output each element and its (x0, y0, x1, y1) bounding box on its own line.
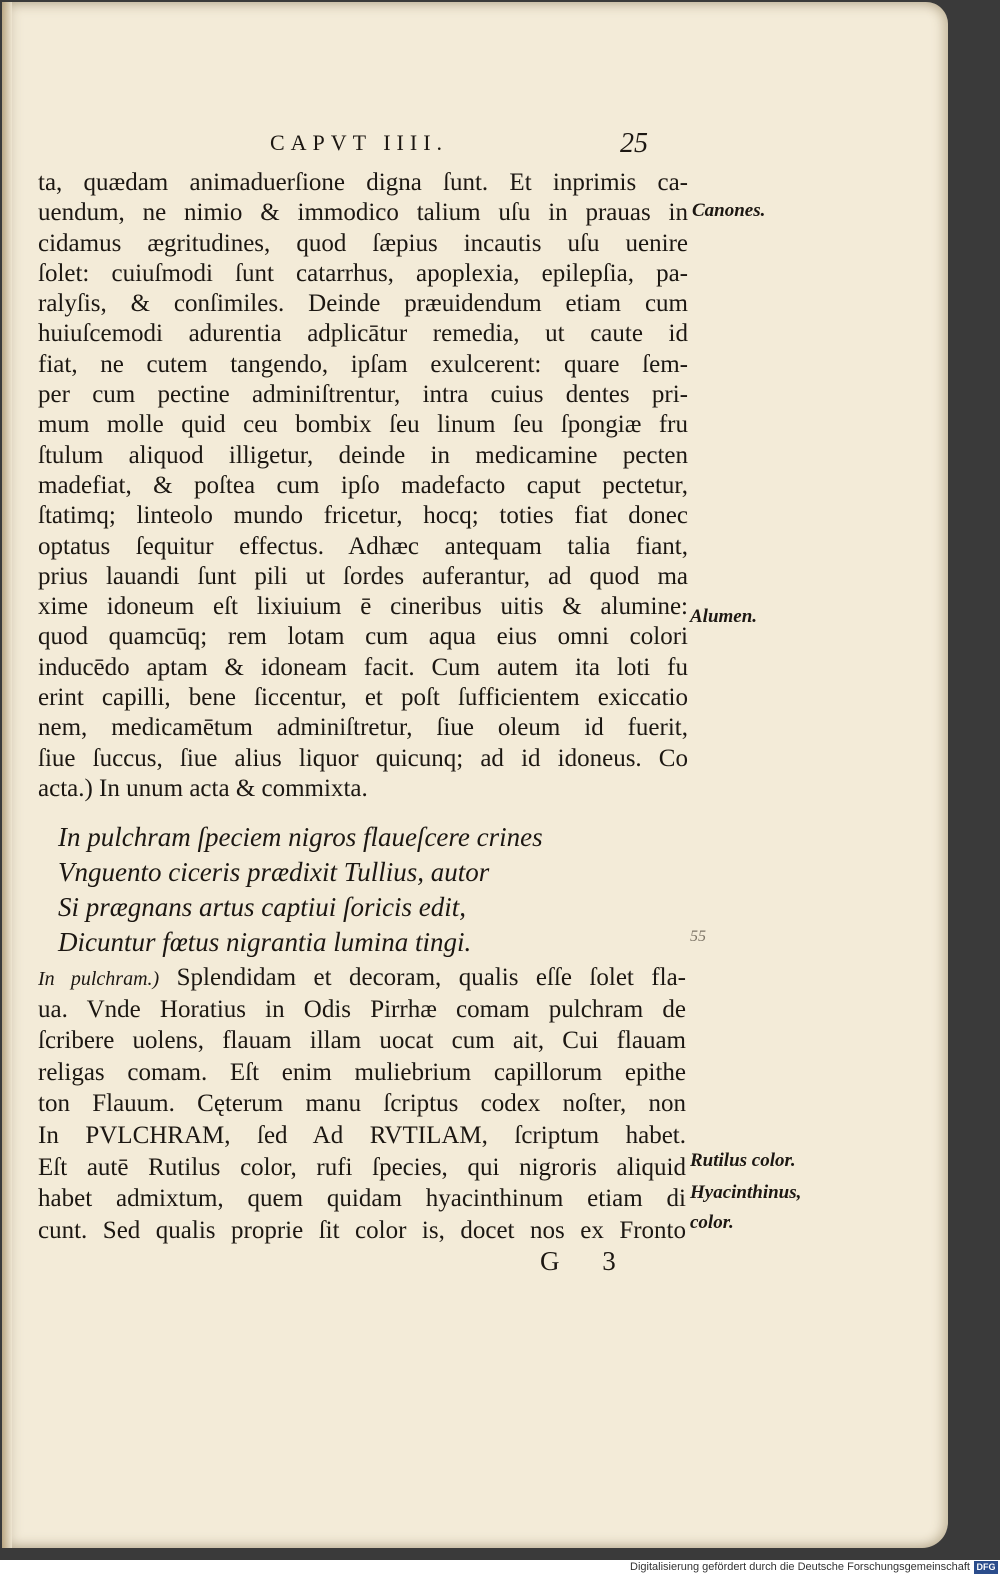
verse-line-number: 55 (690, 928, 706, 945)
text-line: quod quamcūq; rem lotam cum aqua eius omni colori (38, 623, 688, 651)
footer-credit: Digitalisierung gefördert durch die Deutsche Forschungsgemeinschaft (630, 1561, 970, 1573)
footer-bar (0, 1560, 1000, 1577)
text-line: ſiue ſuccus, ſiue alius liquor quicunq; ad id idoneus. Co (38, 744, 688, 772)
text-line: cidamus ægritudines, quod ſæpius incautis uſu uenire (38, 229, 688, 257)
verse-line: Si prægnans artus captiui ſoricis edit, (58, 892, 467, 922)
text-line: erint capilli, bene ſiccentur, et poſt ſufficientem exiccatio (38, 684, 688, 712)
commentary-line: Eſt autē Rutilus color, rufi ſpecies, qui nigroris aliquid (38, 1153, 686, 1181)
text-line: optatus ſequitur effectus. Adhæc antequam talia fiant, (38, 532, 688, 560)
text-line: inducēdo aptam & idoneam facit. Cum autem ita loti fu (38, 653, 688, 681)
page-gutter (2, 2, 12, 1548)
text-line: uendum, ne nimio & immodico talium uſu in prauas in (38, 199, 688, 227)
running-head: CAPVT IIII. (270, 130, 449, 155)
text-line: xime idoneum eſt lixiuium ē cineribus uitis & alumine: (38, 593, 688, 621)
commentary-first-text: Splendidam et decoram, qualis eſſe ſolet fla- (159, 964, 686, 991)
commentary-line: ſcribere uolens, flauam illam uocat cum ait, Cui flauam (38, 1027, 686, 1055)
verse-block (58, 820, 678, 960)
text-line: acta.) In unum acta & commixta. (38, 774, 368, 802)
margin-note-alumen: Alumen. (690, 606, 758, 627)
main-text-block (38, 168, 688, 804)
text-line: huiuſcemodi adurentia adplicātur remedia, ut caute id (38, 320, 688, 348)
text-line: ta, quædam animaduerſione digna ſunt. Et inprimis ca- (38, 169, 688, 196)
signature-mark: G 3 (540, 1246, 634, 1276)
text-line: madefiat, & poſtea cum ipſo madefacto caput pectetur, (38, 471, 688, 499)
margin-note-hyacinthinus: Hyacinthinus, (690, 1182, 802, 1203)
commentary-line: religas comam. Eſt enim muliebrium capillorum epithe (38, 1058, 686, 1086)
commentary-line: habet admixtum, quem quidam hyacinthinum etiam di (38, 1185, 686, 1213)
text-line: prius lauandi ſunt pili ut ſordes auferantur, ad quod ma (38, 562, 688, 590)
text-line: per cum pectine adminiſtrentur, intra cuius dentes pri- (38, 381, 688, 409)
text-line: ſolet: cuiuſmodi ſunt catarrhus, apoplexia, epilepſia, pa- (38, 259, 688, 287)
commentary-line: cunt. Sed qualis proprie ſit color is, docet nos ex Fronto (38, 1216, 686, 1244)
verse-line: Dicuntur fœtus nigrantia lumina tingi. (58, 927, 472, 957)
folio-number: 25 (620, 128, 648, 159)
text-line: fiat, ne cutem tangendo, ipſam exulcerent: quare ſem- (38, 350, 688, 378)
commentary-block (38, 962, 686, 1246)
commentary-line: ton Flauum. Cęterum manu ſcriptus codex noſter, non (38, 1090, 686, 1118)
commentary-first-line (38, 962, 686, 994)
verse-line: In pulchram ſpeciem nigros flaueſcere crines (58, 822, 543, 852)
text-line: ſtatimq; linteolo mundo fricetur, hocq; toties fiat donec (38, 502, 688, 530)
commentary-lemma: In pulchram.) (38, 968, 160, 990)
text-line: ralyſis, & conſimiles. Deinde præuidendum etiam cum (38, 290, 688, 318)
margin-note-rutilus: Rutilus color. (690, 1150, 796, 1171)
dfg-logo: DFG (974, 1561, 998, 1574)
margin-note-color: color. (690, 1212, 734, 1233)
verse-line: Vnguento ciceris prædixit Tullius, autor (58, 857, 490, 887)
text-line: ſtulum aliquod illigetur, deinde in medicamine pecten (38, 441, 688, 469)
commentary-line: ua. Vnde Horatius in Odis Pirrhæ comam pulchram de (38, 995, 686, 1023)
commentary-line: In PVLCHRAM, ſed Ad RVTILAM, ſcriptum habet. (38, 1121, 686, 1149)
text-line: mum molle quid ceu bombix ſeu linum ſeu ſpongiæ fru (38, 411, 688, 439)
margin-note-canones: Canones. (692, 200, 766, 221)
text-line: nem, medicamētum adminiſtretur, ſiue oleum id fuerit, (38, 714, 688, 742)
